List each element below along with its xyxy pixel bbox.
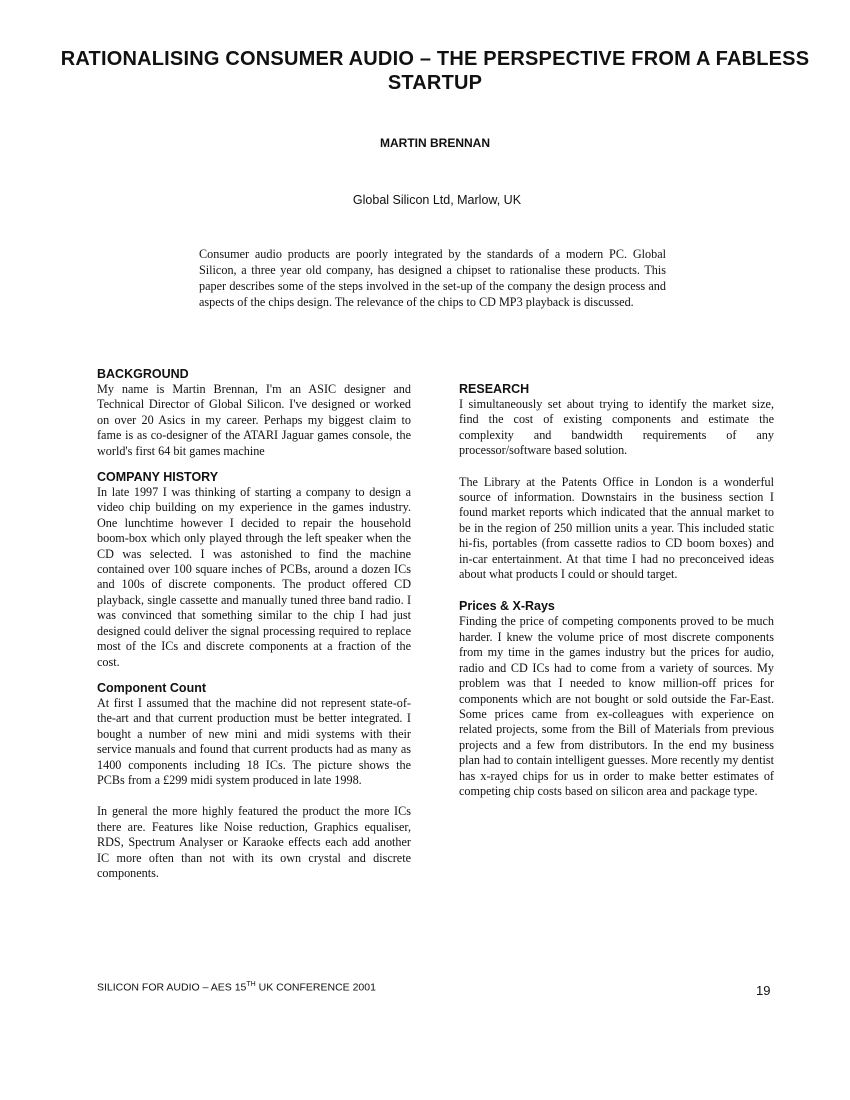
paper-title: RATIONALISING CONSUMER AUDIO – THE PERSPECTIVE FROM A FABLESS STARTUP	[60, 48, 810, 94]
section-body-company-history: In late 1997 I was thinking of starting a company to design a video chip building on my experience in the games industry. One lunchtime however I decided to repair the household boom-box which only played through the left speaker when the CD was selected. I was astonished to find the machine contained over 100 square inches of PCBs, around a dozen ICs and 100s of discrete components. The product offered CD playback, single cassette and manually tuned three band radio. I was convinced that something similar to the chip I had just designed could deliver the signal processing required to replace most of the ICs and discrete components at a fraction of the cost.	[97, 485, 411, 669]
footer-conference	[97, 981, 376, 994]
section-body-component-count-1: At first I assumed that the machine did not represent state-of-the-art and that current production must be better integrated. I bought a number of new mini and midi systems with their service manuals and found that current products had as many as 1400 components including 18 ICs. The picture shows the PCBs from a £299 midi system produced in late 1998.	[97, 695, 411, 787]
paper-abstract: Consumer audio products are poorly integrated by the standards of a modern PC. Global Silicon, a three year old company, has designed a chipset to rationalise these products. This paper describes some of the steps involved in the set-up of the company the design process and aspects of the chips design. The relevance of the chips to CD MP3 playback is discussed.	[199, 247, 666, 309]
footer-conference-pre: SILICON FOR AUDIO – AES 15	[97, 981, 247, 994]
section-body-research-2: The Library at the Patents Office in London is a wonderful source of information. Downstairs in the business section I found market reports which indicated that the annual market to be in the region of 250 million units a year. This included static hi-fis, portables (from cassette radios to CD boom boxes) and in-car entertainment. At that time I had no preconceived ideas about what products I could or should target.	[459, 474, 774, 582]
left-column	[97, 366, 411, 881]
section-heading-component-count: Component Count	[97, 680, 207, 695]
section-heading-prices: Prices & X-Rays	[459, 599, 555, 614]
paper-author: MARTIN BRENNAN	[380, 136, 490, 150]
page-number: 19	[756, 983, 771, 998]
footer-conference-post: UK CONFERENCE 2001	[255, 981, 376, 994]
section-heading-research: RESEARCH	[459, 382, 530, 396]
section-body-background: My name is Martin Brennan, I'm an ASIC designer and Technical Director of Global Silicon. I've designed or worked on over 20 Asics in my career. Perhaps my biggest claim to fame is as co-designer of the ATARI Jaguar games console, the world's first 64 bit games machine	[97, 382, 411, 458]
footer-conference-sup: TH	[246, 981, 256, 988]
right-column	[459, 381, 774, 799]
section-heading-company-history: COMPANY HISTORY	[97, 470, 219, 485]
section-heading-background: BACKGROUND	[97, 367, 189, 381]
section-body-prices: Finding the price of competing components proved to be much harder. I knew the volume price of most discrete components from my time in the games industry but the prices for audio, radio and CD ICs had to come from a variety of sources. My problem was that I needed to know million-off prices for components which are not bought or sold outside the Far-East. Some prices came from ex-colleagues with experience on related projects, some from the Bill of Materials from previous projects and a few from distributors. In the end my business plan had to contain intelligent guesses. More recently my dentist has x-rayed chips for us in order to make better estimates of competing chip costs based on silicon area and package type.	[459, 614, 774, 798]
paper-affiliation: Global Silicon Ltd, Marlow, UK	[352, 193, 522, 207]
section-body-research-1: I simultaneously set about trying to identify the market size, find the cost of existing components and estimate the complexity and bandwidth requirements of any processor/software based solution.	[459, 397, 774, 458]
section-body-component-count-2: In general the more highly featured the product the more ICs there are. Features like Noise reduction, Graphics equaliser, RDS, Spectrum Analyser or Karaoke effects each add another IC more often than not with its own crystal and discrete components.	[97, 804, 411, 880]
